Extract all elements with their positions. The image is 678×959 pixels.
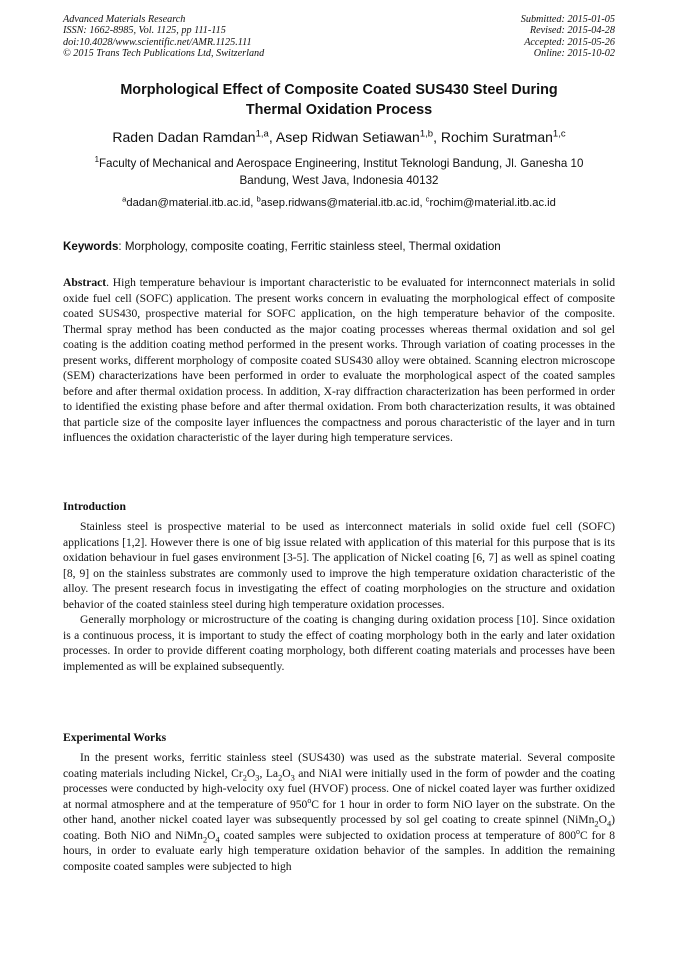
abstract-label: Abstract [63, 276, 107, 289]
abstract-text: . High temperature behaviour is important characteristic to be evaluated for internconnect materials in solid oxide fuel cell (SOFC) application. The present works concern in evaluating the morphological effect of composite coated SUS430, prospective material for SOFC application, on the high temperature behavior of the composite. Thermal spray method has been conducted as the major coating processes whereas thermal oxidation and sol gel coating is the addition coating method performed in the present works. Through variation of coating processes in the present works, different morphology of composite coated SUS430 alloy were obtained. Scanning electron microscope (SEM) characterizations have been performed in order to evaluate the morphological aspect of the coated samples before and after thermal oxidation process. In addition, X-ray diffraction characterization has been performed in order to identified the existing phase before and after thermal oxidation. From both characterization results, it was obtained that particle size of the composite layer influences the compactness and porous characteristic of the layer and in turn influences the oxidation characteristic of the layer during high temperature services. [63, 276, 615, 444]
affiliation-line-1: $^1$Faculty of Mechanical and Aerospace Engineering, Institut Teknologi Bandung, Jl. Ganesha 10 [94, 155, 584, 170]
author-affiliation-mark: 1,c [552, 128, 566, 140]
affiliation [63, 156, 615, 189]
introduction-paragraph-2: Generally morphology or microstructure of the coating is changing during oxidation process [10]. Since oxidation is a continuous process, it is important to study the effect of coating morphology both in the early and later oxidation processes. In order to provide different coating morphology, both different coating materials and processes have been implemented as will be explained subsequently. [63, 613, 615, 673]
email-separator: , [250, 197, 257, 209]
publication-dates [521, 14, 615, 60]
experimental-heading: Experimental Works [63, 731, 167, 744]
email-address: asep.ridwans@material.itb.ac.id [260, 197, 420, 209]
keywords [63, 240, 615, 254]
email-mark: c [425, 194, 430, 204]
author-separator: , [433, 129, 441, 145]
author-name: Rochim Suratman [440, 129, 553, 145]
author-affiliation-mark: 1,b [419, 128, 434, 140]
affiliation-line-2: Bandung, West Java, Indonesia 40132 [239, 173, 439, 187]
email-address: dadan@material.itb.ac.id [126, 197, 251, 209]
keywords-text: : Morphology, composite coating, Ferritic stainless steel, Thermal oxidation [118, 240, 501, 253]
title-line-2: Thermal Oxidation Process [245, 102, 433, 118]
title-line-1: Morphological Effect of Composite Coated SUS430 Steel During [120, 82, 558, 98]
introduction-heading: Introduction [63, 500, 126, 513]
date-online: Online: 2015-10-02 [533, 48, 615, 60]
journal-doi: doi:10.4028/www.scientific.net/AMR.1125.111 [63, 36, 252, 48]
author-list [63, 128, 615, 146]
author-name: Asep Ridwan Setiawan [275, 129, 420, 145]
email-mark: b [256, 194, 261, 204]
paper-title [63, 80, 615, 120]
journal-copyright: © 2015 Trans Tech Publications Ltd, Switzerland [63, 48, 265, 60]
introduction-paragraph-1: Stainless steel is prospective material to be used as interconnect materials in solid oxide fuel cell (SOFC) applications [1,2]. However there is one of big issue related with application of this material for this purpose that is its oxidation behaviour in fuel gases environment [3-5]. The application of Nickel coating [6, 7] as well as spinel coating [8, 9] on the stainless substrates are commonly used to improve the high temperature oxidation characteristic of the alloy. The present research focus in investigating the effect of coating morphologies on the structure and oxidation behavior of the coated stainless steel during high temperature oxidation processes. [63, 520, 615, 611]
introduction-body [63, 519, 615, 674]
keywords-label: Keywords [63, 240, 119, 253]
author-emails [63, 196, 615, 210]
email-address: rochim@material.itb.ac.id [429, 197, 556, 209]
email-separator: , [419, 197, 426, 209]
author-affiliation-mark: 1,a [255, 128, 269, 140]
author-separator: , [268, 129, 276, 145]
experimental-paragraph-1: In the present works, ferritic stainless steel (SUS430) was used as the substrate material. Several composite coating materials including Nickel, $Cr_2O_3$, $La_2O_3$ and NiAl were initially used in the form of powder and the coating processes were conducted by high-velocity oxy fuel (HVOF) process. One of nickel coated layer was further oxidized at normal atmosphere and at the temperature of 950$^o$C for 1 hour in order to form NiO layer on the substrate. On the other hand, another nickel coated layer was subsequently processed by sol gel coating to create spinnel $(NiMn_2O_4)$ coating. Both NiO and $NiMn_2O_4$ coated samples were subjected to oxidation process at temperature of 800$^o$C for 8 hours, in order to evaluate early high temperature oxidation behavior of the samples. In addition the remaining composite coated samples were subjected to high [63, 751, 616, 873]
journal-info [63, 14, 264, 60]
abstract [63, 275, 615, 446]
journal-name: Advanced Materials Research [63, 14, 186, 25]
date-accepted: Accepted: 2015-05-26 [524, 36, 615, 48]
journal-issn: ISSN: 1662-8985, Vol. 1125, pp 111-115 [63, 25, 226, 37]
date-revised: Revised: 2015-04-28 [529, 25, 615, 37]
email-mark: a [122, 194, 127, 204]
author-name: Raden Dadan Ramdan [112, 129, 256, 145]
experimental-body [63, 750, 615, 874]
date-submitted: Submitted: 2015-01-05 [520, 14, 615, 25]
affiliation-mark: 1 [94, 155, 99, 165]
